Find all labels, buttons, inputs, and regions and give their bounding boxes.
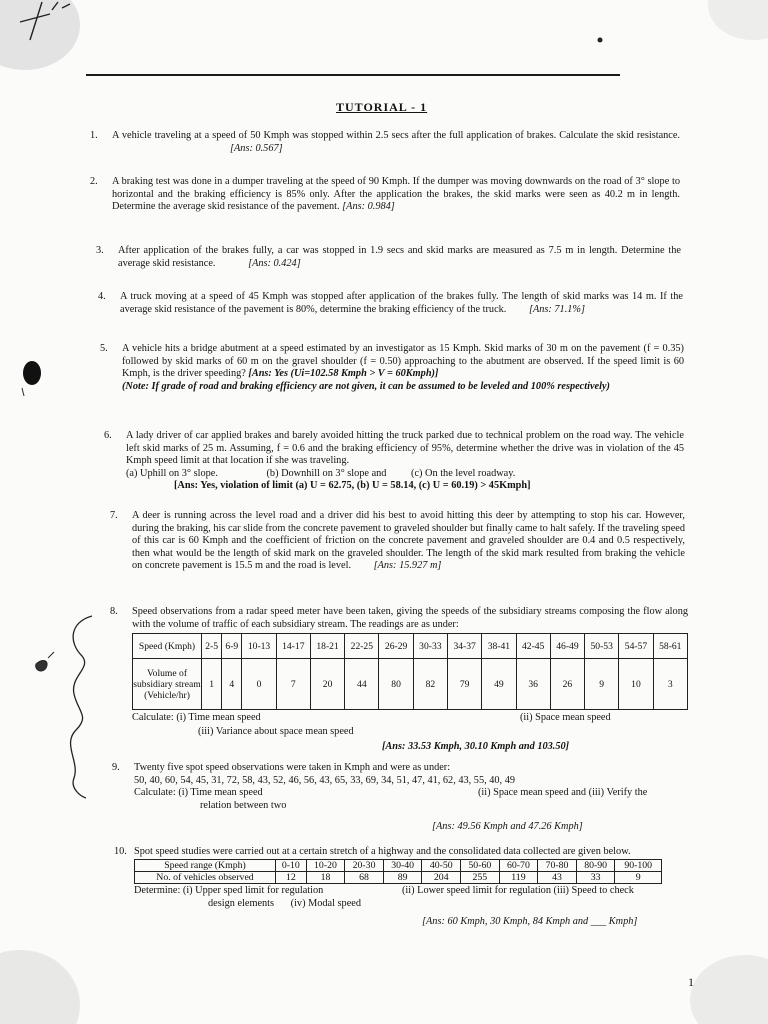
question-5 <box>100 343 684 393</box>
scan-smudge <box>690 955 768 1024</box>
calc-instruction: (iii) Variance about space mean speed <box>198 726 354 738</box>
table-row-header: Speed range (Kmph) <box>135 859 276 871</box>
answer-text: [Ans: 71.1%] <box>528 303 586 315</box>
table-cell: 7 <box>276 659 310 710</box>
answer-text: [Ans: 0.984] <box>342 201 395 213</box>
question-part: (a) Uphill on 3° slope. <box>126 467 218 479</box>
question-number: 7. <box>110 510 118 521</box>
calc-instruction: Determine: (i) Upper sped limit for regulation <box>134 884 324 896</box>
table-cell: 18 <box>306 871 345 883</box>
table-cell: 204 <box>422 871 461 883</box>
table-row <box>135 871 662 883</box>
table-row-header: Volume of subsidiary stream (Vehicle/hr) <box>133 659 202 710</box>
question-7 <box>110 510 685 573</box>
table-cell: 70-80 <box>538 859 577 871</box>
table-cell: 12 <box>276 871 307 883</box>
table-cell: 80 <box>379 659 413 710</box>
question-part: (b) Downhill on 3° slope and <box>266 467 387 479</box>
table-row-header: Speed (Kmph) <box>133 634 202 659</box>
table-cell: 89 <box>383 871 422 883</box>
answer-text: [Ans: 49.56 Kmph and 47.26 Kmph] <box>432 820 583 832</box>
answer-text: [Ans: Yes, violation of limit (a) U = 62.75, (b) U = 58.14, (c) U = 60.19) > 45Kmph] <box>174 480 531 492</box>
question-number: 9. <box>112 762 120 773</box>
speed-data-line: 50, 40, 60, 54, 45, 31, 72, 58, 43, 52, 46, 56, 43, 65, 33, 69, 34, 51, 47, 41, 62, 43, 55, 40, 49 <box>134 774 515 786</box>
table-cell: 68 <box>345 871 384 883</box>
table-cell: 38-41 <box>482 634 516 659</box>
calc-instruction: (ii) Space mean speed and (iii) Verify the <box>478 787 648 799</box>
question-text: A braking test was done in a dumper traveling at the speed of 90 Kmph. If the dumper was moving downwards on the road of 3° slope to horizontal and the braking efficiency is 85% only. After the application the brakes, the skid marks were seen as 40.2 m in length. Determine the average skid resistance of the pavement. <box>112 176 680 213</box>
table-cell: 10-13 <box>242 634 276 659</box>
table-cell: 58-61 <box>653 634 687 659</box>
table-row <box>133 634 688 659</box>
question-text: A deer is running across the level road and a driver did his best to avoid hitting this deer by attempting to stop his car. However, during the braking, his car slide from the concrete pavement to graveled shoulder but finally came to halt safely. If the traveling speed of this car is 60 Kmph and the coefficient of friction on the concrete pavement and graveled shoulder are 0.4 and 0.5 respectively, then what would be the length of skid mark on the graveled shoulder. The length of the skid mark resulted from braking the vehicle on concrete pavement is 15.5 m and the road is level. <box>132 510 685 572</box>
table-cell: 26-29 <box>379 634 413 659</box>
question-text: A vehicle hits a bridge abutment at a speed estimated by an investigator as 15 Kmph. Skid marks of 30 m on the pavement (f = 0.35) followed by skid marks of 60 m on the gravel shoulder (f = 0.50) approaching to the abutment are observed. If the speed limit is 60 Kmph, is the driver speeding? <box>122 343 684 380</box>
corner-scribble-icon <box>0 0 90 60</box>
speed-volume-table <box>132 633 688 710</box>
question-number: 10. <box>114 846 127 857</box>
question-note: (Note: If grade of road and braking efficiency are not given, it can be assumed to be leveled and 100% respectively) <box>122 380 610 392</box>
question-number: 1. <box>90 130 98 141</box>
table-cell: 36 <box>516 659 550 710</box>
question-text: Speed observations from a radar speed meter have been taken, giving the speeds of the subsidiary streams composing the flow along with the volume of traffic of each subsidiary stream. The readings are as under: <box>132 606 688 630</box>
table-cell: 119 <box>499 871 538 883</box>
answer-text: [Ans: 0.567] <box>230 142 283 154</box>
question-text: Twenty five spot speed observations were taken in Kmph and were as under: <box>134 762 451 773</box>
page-number: 1 <box>688 975 694 989</box>
spot-speed-table <box>134 859 662 884</box>
table-cell: 42-45 <box>516 634 550 659</box>
table-row <box>133 659 688 710</box>
table-cell: 82 <box>413 659 447 710</box>
table-row-header: No. of vehicles observed <box>135 871 276 883</box>
question-3 <box>96 245 681 270</box>
scan-smudge <box>0 950 80 1024</box>
table-cell: 26 <box>550 659 584 710</box>
table-cell: 79 <box>448 659 482 710</box>
table-cell: 46-49 <box>550 634 584 659</box>
question-text: A vehicle traveling at a speed of 50 Kmph was stopped within 2.5 secs after the full application of brakes. Calculate the skid resistance. <box>112 130 680 141</box>
table-cell: 40-50 <box>422 859 461 871</box>
table-cell: 9 <box>615 871 662 883</box>
table-cell: 43 <box>538 871 577 883</box>
calc-instruction: design elements <box>208 897 275 909</box>
question-number: 2. <box>90 176 98 187</box>
table-cell: 33 <box>576 871 615 883</box>
table-cell: 50-60 <box>461 859 500 871</box>
table-cell: 90-100 <box>615 859 662 871</box>
question-9 <box>112 762 690 833</box>
question-1 <box>90 130 680 155</box>
answer-text: [Ans: 0.424] <box>248 257 301 269</box>
table-cell: 255 <box>461 871 500 883</box>
calc-instruction: (ii) Space mean speed <box>520 712 611 724</box>
answer-text: [Ans: Yes (Ui=102.58 Kmph > V = 60Kmph)] <box>248 368 439 380</box>
table-cell: 60-70 <box>499 859 538 871</box>
table-cell: 4 <box>222 659 242 710</box>
table-cell: 1 <box>202 659 222 710</box>
table-cell: 30-33 <box>413 634 447 659</box>
table-cell: 30-40 <box>383 859 422 871</box>
calc-instruction: (ii) Lower speed limit for regulation (iii) Speed to check <box>402 884 634 896</box>
table-cell: 3 <box>653 659 687 710</box>
question-number: 3. <box>96 245 104 256</box>
question-text: A lady driver of car applied brakes and barely avoided hitting the truck parked due to technical problem on the road way. The vehicle left skid marks of 25 m. Assuming, f = 0.6 and the braking efficiency of 95%, determine whether the drive was in violation of the 45 Kmph speed limit at that location if she was traveling. <box>126 430 684 467</box>
table-cell: 22-25 <box>345 634 379 659</box>
question-10 <box>114 846 690 929</box>
table-cell: 10-20 <box>306 859 345 871</box>
table-cell: 9 <box>585 659 619 710</box>
dot-mark-icon <box>596 36 606 46</box>
answer-text: [Ans: 60 Kmph, 30 Kmph, 84 Kmph and ___ Kmph] <box>422 916 638 928</box>
question-number: 4. <box>98 291 106 302</box>
ink-blot-icon <box>16 358 46 398</box>
table-cell: 80-90 <box>576 859 615 871</box>
question-4 <box>98 291 683 316</box>
margin-bracket-icon <box>30 612 100 802</box>
question-8 <box>110 606 688 753</box>
table-cell: 0-10 <box>276 859 307 871</box>
top-rule <box>86 74 620 76</box>
calc-instruction: (iv) Modal speed <box>290 897 361 909</box>
question-number: 8. <box>110 606 118 617</box>
table-cell: 2-5 <box>202 634 222 659</box>
question-number: 6. <box>104 430 112 441</box>
calc-instruction: relation between two <box>200 800 287 812</box>
table-cell: 20-30 <box>345 859 384 871</box>
question-6 <box>104 430 684 493</box>
table-cell: 6-9 <box>222 634 242 659</box>
table-cell: 49 <box>482 659 516 710</box>
answer-text: [Ans: 15.927 m] <box>373 560 442 572</box>
calc-instruction: Calculate: (i) Time mean speed <box>134 787 263 799</box>
table-row <box>135 859 662 871</box>
table-cell: 18-21 <box>310 634 344 659</box>
page-title: TUTORIAL - 1 <box>336 100 428 114</box>
table-cell: 50-53 <box>585 634 619 659</box>
scan-smudge <box>708 0 768 40</box>
table-cell: 44 <box>345 659 379 710</box>
question-2 <box>90 176 680 214</box>
table-cell: 20 <box>310 659 344 710</box>
table-cell: 34-37 <box>448 634 482 659</box>
question-text: A truck moving at a speed of 45 Kmph was stopped after application of the brakes fully. The length of skid marks was 14 m. If the average skid resistance of the pavement is 80%, determine the braking efficiency of the truck. <box>120 291 683 315</box>
table-cell: 10 <box>619 659 653 710</box>
table-cell: 54-57 <box>619 634 653 659</box>
table-cell: 14-17 <box>276 634 310 659</box>
table-cell: 0 <box>242 659 276 710</box>
answer-text: [Ans: 33.53 Kmph, 30.10 Kmph and 103.50] <box>382 740 570 752</box>
calc-instruction: Calculate: (i) Time mean speed <box>132 712 261 724</box>
question-part: (c) On the level roadway. <box>411 467 516 479</box>
question-text: Spot speed studies were carried out at a certain stretch of a highway and the consolidated data collected are given below. <box>134 846 631 857</box>
question-text: After application of the brakes fully, a car was stopped in 1.9 secs and skid marks are measured as 7.5 m in length. Determine the average skid resistance. <box>118 245 681 269</box>
question-number: 5. <box>100 343 108 354</box>
